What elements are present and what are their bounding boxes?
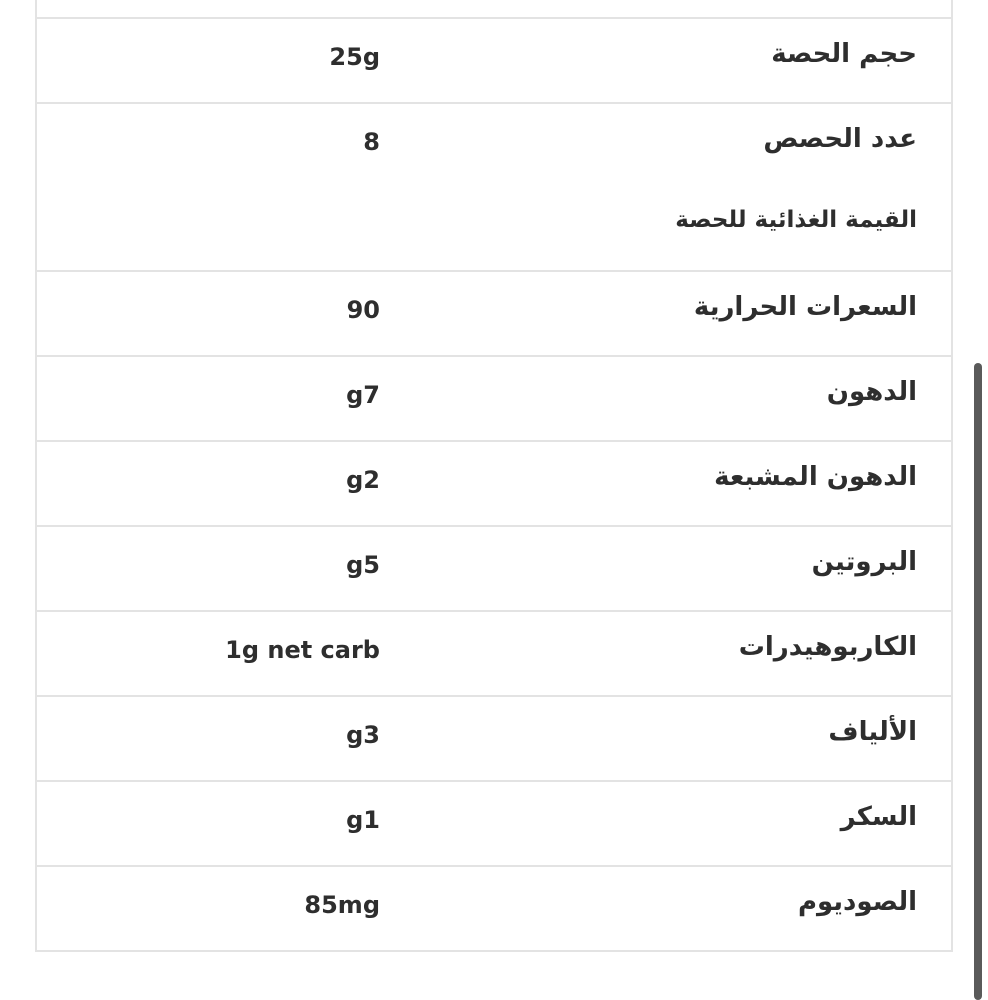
row-label: الدهون المشبعة	[714, 462, 917, 492]
table-row-saturated-fat	[37, 440, 951, 525]
table-row-servings-count	[37, 102, 951, 270]
table-row-sugar	[37, 780, 951, 865]
row-value: g1	[346, 806, 380, 834]
row-label: عدد الحصص	[763, 124, 917, 154]
row-value: g3	[346, 721, 380, 749]
nutrition-table	[35, 0, 953, 952]
nutrition-per-serving-heading: القيمة الغذائية للحصة	[675, 207, 917, 233]
row-label: الصوديوم	[797, 887, 917, 917]
table-row-sodium	[37, 865, 951, 950]
table-row-serving-size	[37, 17, 951, 102]
row-label: الألياف	[828, 717, 917, 747]
table-row-carbohydrates	[37, 610, 951, 695]
row-label: السعرات الحرارية	[693, 292, 917, 322]
row-value: g5	[346, 551, 380, 579]
row-label: حجم الحصة	[771, 39, 917, 69]
row-value: 90	[346, 296, 380, 324]
table-row-protein	[37, 525, 951, 610]
row-label: البروتين	[811, 547, 917, 577]
row-value: g2	[346, 466, 380, 494]
row-value: g7	[346, 381, 380, 409]
table-row-top-edge	[37, 0, 951, 17]
row-label: السكر	[840, 802, 917, 832]
row-value: 1g net carb	[225, 636, 380, 664]
vertical-scrollbar[interactable]	[974, 363, 982, 1000]
table-row-fat	[37, 355, 951, 440]
row-value: 25g	[329, 43, 380, 71]
row-value: 8	[363, 128, 380, 156]
table-row-calories	[37, 270, 951, 355]
row-value: 85mg	[304, 891, 380, 919]
table-row-fiber	[37, 695, 951, 780]
row-label: الكاربوهيدرات	[738, 632, 917, 662]
row-label: الدهون	[826, 377, 917, 407]
